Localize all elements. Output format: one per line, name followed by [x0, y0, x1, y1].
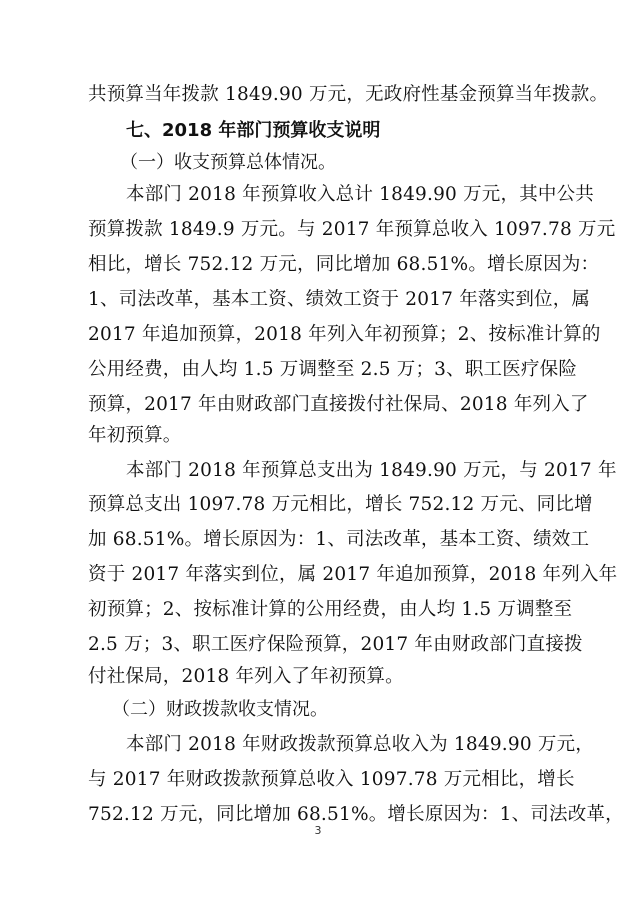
paragraph-line: 初预算；2、按标准计算的公用经费，由人均 1.5 万调整至 — [88, 599, 573, 620]
paragraph-line: 相比，增长 752.12 万元，同比增加 68.51%。增长原因为： — [88, 254, 600, 275]
paragraph-line: 752.12 万元，同比增加 68.51%。增长原因为：1、司法改革， — [88, 804, 624, 825]
paragraph-line: 预算拨款 1849.9 万元。与 2017 年预算总收入 1097.78 万元 — [88, 219, 616, 240]
paragraph-line: 加 68.51%。增长原因为：1、司法改革，基本工资、绩效工 — [88, 529, 590, 550]
paragraph-line: 年初预算。 — [88, 425, 182, 446]
paragraph-line: 本部门 2018 年预算收入总计 1849.90 万元，其中公共 — [126, 184, 595, 205]
paragraph-line: 2.5 万；3、职工医疗保险预算，2017 年由财政部门直接拨 — [88, 634, 583, 655]
paragraph-line: 1、司法改革，基本工资、绩效工资于 2017 年落实到位，属 — [88, 289, 591, 310]
paragraph-line: 与 2017 年财政拨款预算总收入 1097.78 万元相比，增长 — [88, 769, 575, 790]
subsection-title-2: （二）财政拨款收支情况。 — [112, 699, 328, 720]
subsection-title-1: （一）收支预算总体情况。 — [120, 152, 336, 173]
paragraph-line: 预算总支出 1097.78 万元相比，增长 752.12 万元、同比增 — [88, 494, 593, 515]
paragraph-line: 付社保局，2018 年列入了年初预算。 — [88, 666, 404, 687]
paragraph-line: 2017 年追加预算，2018 年列入年初预算；2、按标准计算的 — [88, 324, 601, 345]
paragraph-line: 本部门 2018 年财政拨款预算总收入为 1849.90 万元， — [126, 734, 595, 755]
section-title: 七、2018 年部门预算收支说明 — [126, 120, 381, 141]
paragraph-line: 本部门 2018 年预算总支出为 1849.90 万元，与 2017 年 — [126, 460, 617, 481]
paragraph-line: 预算，2017 年由财政部门直接拨付社保局、2018 年列入了 — [88, 394, 589, 415]
paragraph-line: 公用经费，由人均 1.5 万调整至 2.5 万；3、职工医疗保险 — [88, 359, 578, 380]
intro-line: 共预算当年拨款 1849.90 万元，无政府性基金预算当年拨款。 — [88, 84, 609, 105]
page-number: 3 — [314, 824, 322, 837]
paragraph-line: 资于 2017 年落实到位，属 2017 年追加预算，2018 年列入年 — [88, 564, 618, 585]
